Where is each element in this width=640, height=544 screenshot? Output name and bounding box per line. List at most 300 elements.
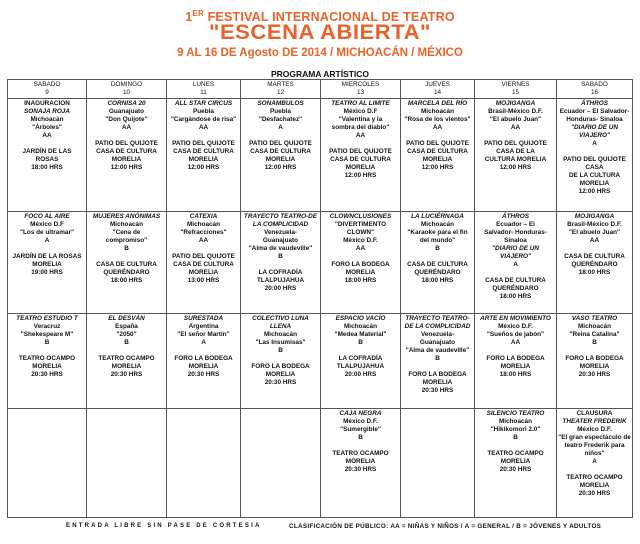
event-cell bbox=[167, 212, 241, 314]
event-detail: "DIVERTIMENTO bbox=[334, 221, 387, 228]
event-detail: "Hikikomori 2.0" bbox=[490, 426, 541, 433]
venue-line: 12:00 HRS bbox=[344, 172, 377, 179]
venue-line: 13:00 HRS bbox=[187, 277, 220, 284]
schedule-row bbox=[8, 99, 633, 212]
venue-line: TEATRO OCAMPO bbox=[487, 450, 544, 457]
event-detail: Michoacán bbox=[420, 108, 455, 115]
company-name: MUJERES ANÓNIMAS bbox=[92, 213, 161, 220]
venue-line: 12:00 HRS bbox=[110, 164, 143, 171]
company-name: TRAYECTO TEATRO-DE LA COMPLICIDAD bbox=[243, 213, 318, 228]
day-header bbox=[241, 80, 321, 99]
event-detail: AA bbox=[355, 245, 366, 252]
event-detail: "2050" bbox=[116, 331, 137, 338]
venue-line: 20:30 HRS bbox=[187, 371, 220, 378]
event-detail: B bbox=[124, 245, 129, 252]
spacer bbox=[322, 347, 399, 355]
event-detail: Michoacán bbox=[186, 221, 221, 228]
event-detail: "El gran espectáculo de bbox=[558, 434, 631, 441]
spacer bbox=[88, 253, 165, 261]
event-detail: AA bbox=[432, 124, 443, 131]
company-name: MOJIGANGA bbox=[574, 213, 615, 220]
event-cell bbox=[321, 212, 401, 314]
event-detail: México D.F. bbox=[498, 323, 533, 330]
venue-line: TEATRO OCAMPO bbox=[18, 355, 76, 362]
spacer bbox=[9, 140, 85, 148]
ordinal-suffix: ER bbox=[192, 9, 204, 18]
event-detail: AA bbox=[42, 132, 52, 139]
spacer bbox=[402, 132, 473, 140]
event-cell bbox=[8, 314, 87, 409]
venue-line: TEATRO OCAMPO bbox=[566, 474, 623, 481]
event-detail: Puebla bbox=[193, 108, 214, 115]
venue-line: 20:30 HRS bbox=[31, 371, 63, 378]
spacer bbox=[322, 253, 399, 261]
event-detail: Argentina bbox=[188, 323, 219, 330]
venue-line: MORELIA bbox=[345, 458, 376, 465]
event-detail: "Sumergible" bbox=[340, 426, 381, 433]
day-number: 10 bbox=[122, 88, 131, 96]
day-name: VIERNES bbox=[501, 81, 530, 88]
venue-line: PATIO DEL QUIJOTE bbox=[329, 148, 392, 155]
company-name: MOJIGANGA bbox=[495, 100, 536, 107]
company-name: EL DESVÁN bbox=[108, 315, 145, 322]
spacer bbox=[168, 347, 239, 355]
ordinal-number: 1 bbox=[185, 10, 193, 25]
venue-line: TLALPUJAHUA bbox=[256, 277, 305, 284]
event-detail: del mundo" bbox=[419, 237, 456, 244]
event-detail: A bbox=[201, 339, 206, 346]
spacer bbox=[476, 132, 555, 140]
event-detail: Michoacán bbox=[343, 323, 378, 330]
event-detail: Ecuador – El Salvador- bbox=[559, 108, 630, 115]
event-detail: España bbox=[115, 323, 138, 330]
venue-line: 20:30 HRS bbox=[578, 371, 611, 378]
venue-line: 12:00 HRS bbox=[499, 164, 532, 171]
event-detail: "Cargándose de risa" bbox=[170, 116, 237, 123]
event-detail: Puebla bbox=[270, 108, 291, 115]
event-cell bbox=[8, 212, 87, 314]
event-detail: AA bbox=[198, 237, 209, 244]
event-cell bbox=[241, 314, 321, 409]
venue-line: 20:30 HRS bbox=[578, 490, 611, 497]
venue-line: TEATRO OCAMPO bbox=[332, 450, 389, 457]
event-detail: B bbox=[278, 253, 283, 260]
event-detail: "Desfachatez" bbox=[258, 116, 303, 123]
day-number: 12 bbox=[276, 88, 285, 96]
venue-line: MORELIA bbox=[265, 156, 296, 163]
venue-line: PATIO DEL QUIJOTE bbox=[172, 253, 235, 260]
venue-line: MORELIA bbox=[32, 363, 62, 370]
venue-line: PATIO DEL QUIJOTE bbox=[249, 140, 312, 147]
event-detail: AA bbox=[355, 132, 366, 139]
event-detail: "Shekespeare M" bbox=[20, 331, 74, 338]
event-cell bbox=[401, 212, 475, 314]
day-header bbox=[557, 80, 633, 99]
day-number: 16 bbox=[590, 88, 599, 96]
company-name: CATEXIA bbox=[189, 213, 218, 220]
day-number: 9 bbox=[45, 88, 49, 96]
venue-line: LA COFRADÍA bbox=[338, 355, 383, 362]
company-name: COLECTIVO LUNA LLENA bbox=[252, 315, 309, 330]
day-number: 11 bbox=[200, 88, 207, 96]
event-detail: teatro Frederik para bbox=[564, 442, 625, 449]
venue-line: 18:00 HRS bbox=[31, 164, 63, 171]
venue-line: 18:00 HRS bbox=[499, 293, 532, 300]
spacer bbox=[402, 253, 473, 261]
venue-line: FORO LA BODEGA bbox=[408, 371, 467, 378]
event-detail: Michoacán bbox=[498, 418, 533, 425]
venue-line: PATIO DEL QUIJOTE bbox=[406, 140, 469, 147]
event-cell bbox=[167, 99, 241, 212]
empty-cell bbox=[167, 409, 241, 518]
event-detail: Guanajuato bbox=[419, 339, 456, 346]
company-name: VASO TEATRO bbox=[571, 315, 618, 322]
venue-line: 19:00 HRS bbox=[31, 269, 63, 276]
event-detail: "Las Insumisas" bbox=[255, 339, 306, 346]
event-detail: Guanajuato bbox=[262, 237, 299, 244]
venue-line: PATIO DEL QUIJOTE bbox=[95, 140, 158, 147]
day-header bbox=[475, 80, 557, 99]
venue-line: PATIO DEL QUIJOTE bbox=[172, 140, 235, 147]
venue-line: CASA DE CULTURA bbox=[96, 261, 157, 268]
event-detail: B bbox=[358, 339, 363, 346]
event-cell bbox=[87, 212, 167, 314]
company-name: CLOWNCLUSIONES bbox=[329, 213, 392, 220]
venue-line: ROSAS bbox=[35, 156, 59, 163]
venue-line: FORO LA BODEGA bbox=[174, 355, 233, 362]
day-header bbox=[167, 80, 241, 99]
spacer bbox=[476, 269, 555, 277]
event-detail: A bbox=[592, 140, 597, 147]
spacer bbox=[322, 442, 399, 450]
event-detail: B bbox=[44, 339, 50, 346]
event-detail: Michoacán bbox=[30, 116, 64, 123]
event-detail: Venezuela- bbox=[263, 229, 298, 236]
venue-line: TEATRO OCAMPO bbox=[98, 355, 155, 362]
venue-line: CASA DE CULTURA bbox=[407, 148, 468, 155]
venue-line: CASA DE CULTURA bbox=[564, 253, 625, 260]
venue-line: CASA DE CULTURA bbox=[96, 148, 157, 155]
program-title: PROGRAMA ARTÍSTICO bbox=[270, 69, 370, 79]
spacer bbox=[168, 245, 239, 253]
venue-line: MORELIA bbox=[500, 458, 531, 465]
spacer bbox=[558, 466, 631, 474]
venue-line: MORELIA bbox=[188, 269, 219, 276]
day-number: 13 bbox=[356, 88, 365, 96]
event-detail: Michoacán bbox=[577, 323, 612, 330]
event-detail: "El señor Martín" bbox=[177, 331, 230, 338]
venue-line: QUERÉNDARO bbox=[571, 261, 618, 268]
event-cell bbox=[475, 409, 557, 518]
event-detail: A bbox=[513, 261, 518, 268]
event-detail: "Alma de vaudeville" bbox=[248, 245, 313, 252]
venue-line: CASA DE CULTURA bbox=[485, 277, 546, 284]
schedule-row bbox=[8, 212, 633, 314]
venue-line: MORELIA bbox=[188, 363, 219, 370]
event-detail: México D.F bbox=[343, 108, 378, 115]
venue-line: 12:00 HRS bbox=[421, 164, 454, 171]
venue-line: 20:30 HRS bbox=[264, 379, 297, 386]
company-name: SONAMBULOS bbox=[257, 100, 304, 107]
event-detail: Brasil-México D.F. bbox=[488, 108, 543, 115]
venue-line: 18:00 HRS bbox=[499, 371, 532, 378]
event-detail: AA bbox=[510, 124, 521, 131]
schedule-table bbox=[7, 79, 633, 518]
event-detail: Michoacán bbox=[109, 221, 144, 228]
day-header bbox=[401, 80, 475, 99]
venue-line: MORELIA bbox=[500, 363, 531, 370]
event-detail: México D.F. bbox=[577, 426, 612, 433]
event-detail: Salvador- Honduras- bbox=[484, 229, 547, 236]
event-detail: "Valentina y la bbox=[338, 116, 383, 123]
festival-dates: 9 AL 16 DE Agosto DE 2014 / MICHOACÁN / MÉXICO bbox=[177, 47, 463, 59]
event-detail: "Karaoke para el fin bbox=[407, 229, 468, 236]
spacer bbox=[9, 245, 85, 253]
venue-line: JARDÍN DE LAS bbox=[22, 148, 72, 155]
company-name: ALL STAR CIRCUS bbox=[174, 100, 233, 107]
spacer bbox=[476, 347, 555, 355]
event-detail: Venezuela- bbox=[420, 331, 455, 338]
day-name: SABADO bbox=[581, 81, 608, 88]
event-detail: Guanajuato bbox=[108, 108, 145, 115]
venue-line: 12:00 HRS bbox=[578, 188, 611, 195]
free-entry-note: ENTRADA LIBRE SIN PASE DE CORTESIA bbox=[66, 523, 262, 529]
festival-name: FESTIVAL INTERNACIONAL DE TEATRO bbox=[203, 10, 455, 25]
venue-line: 18:00 HRS bbox=[421, 277, 454, 284]
company-name: LA LUCIÉRNAGA bbox=[411, 213, 464, 220]
day-header bbox=[8, 80, 87, 99]
venue-line: MORELIA bbox=[111, 156, 142, 163]
event-detail: "Medea Material" bbox=[334, 331, 387, 338]
venue-line: 12:00 HRS bbox=[187, 164, 220, 171]
venue-line: MORELIA bbox=[32, 261, 62, 268]
venue-line: 18:00 HRS bbox=[110, 277, 143, 284]
day-header bbox=[87, 80, 167, 99]
event-detail: A bbox=[592, 458, 597, 465]
event-cell bbox=[401, 99, 475, 212]
event-detail: AA bbox=[198, 124, 209, 131]
event-detail: Veracruz bbox=[33, 323, 61, 330]
venue-line: MORELIA bbox=[422, 156, 453, 163]
venue-line: CASA DE CULTURA bbox=[250, 148, 311, 155]
empty-cell bbox=[241, 409, 321, 518]
event-cell bbox=[321, 314, 401, 409]
empty-cell bbox=[401, 409, 475, 518]
event-detail: B bbox=[358, 434, 363, 441]
event-detail: B bbox=[513, 434, 518, 441]
event-detail: "Don Quijote" bbox=[105, 116, 148, 123]
day-header bbox=[321, 80, 401, 99]
spacer bbox=[242, 132, 319, 140]
venue-line: JARDÍN DE LA ROSAS bbox=[12, 253, 82, 260]
company-name: CAJA NEGRA bbox=[339, 410, 382, 417]
day-name: MARTES bbox=[267, 81, 294, 88]
venue-line: 20:00 HRS bbox=[344, 371, 377, 378]
venue-line: TLALPUJAHUA bbox=[336, 363, 385, 370]
spacer bbox=[88, 132, 165, 140]
event-cell bbox=[241, 212, 321, 314]
event-detail: compromiso" bbox=[105, 237, 148, 244]
event-detail: "El abuelo Juan" bbox=[568, 229, 621, 236]
venue-line: LA COFRADÍA bbox=[258, 269, 303, 276]
event-detail: "Cena de bbox=[112, 229, 141, 236]
event-cell bbox=[557, 409, 633, 518]
venue-line: CULTURA MORELIA bbox=[484, 156, 547, 163]
venue-line: MORELIA bbox=[111, 363, 142, 370]
day-number: 14 bbox=[433, 88, 442, 96]
day-name: SABADO bbox=[33, 81, 61, 88]
event-detail: Brasil-México D.F. bbox=[567, 221, 622, 228]
event-detail: Ecuador – El bbox=[496, 221, 535, 228]
spacer bbox=[322, 140, 399, 148]
event-cell bbox=[557, 212, 633, 314]
event-detail: sombra del diablo" bbox=[331, 124, 390, 131]
event-cell bbox=[241, 99, 321, 212]
venue-line: MORELIA bbox=[422, 379, 453, 386]
day-name: DOMINGO bbox=[110, 81, 143, 88]
event-detail: niños" bbox=[584, 450, 605, 457]
event-detail: Sinaloa bbox=[504, 237, 527, 244]
venue-line: CASA DE LA bbox=[496, 148, 535, 155]
venue-line: QUERÉNDARO bbox=[103, 269, 150, 276]
company-name: ÁTHROS bbox=[502, 213, 529, 220]
venue-line: PATIO DEL QUIJOTE CASA bbox=[563, 156, 626, 171]
company-name: SILENCIO TEATRO bbox=[486, 410, 545, 417]
event-cell bbox=[401, 314, 475, 409]
venue-line: MORELIA bbox=[345, 164, 376, 171]
spacer bbox=[88, 347, 165, 355]
event-detail: "Sueños de jabón" bbox=[486, 331, 545, 338]
company-name: SURESTADA bbox=[183, 315, 224, 322]
venue-line: CASA DE CULTURA bbox=[330, 156, 391, 163]
company-name: THEATER FREDERIK bbox=[562, 418, 627, 425]
spacer bbox=[242, 355, 319, 363]
company-name: MARCELA DEL RÍO bbox=[407, 100, 468, 107]
venue-line: FORO LA BODEGA bbox=[486, 355, 545, 362]
spacer bbox=[558, 245, 631, 253]
venue-line: MORELIA bbox=[579, 482, 610, 489]
event-cell bbox=[321, 99, 401, 212]
venue-line: CASA DE CULTURA bbox=[173, 148, 234, 155]
venue-line: QUERÉNDARO bbox=[414, 269, 461, 276]
day-name: MIERCOLES bbox=[341, 81, 380, 88]
event-cell bbox=[321, 409, 401, 518]
empty-cell bbox=[8, 409, 87, 518]
spacer bbox=[242, 261, 319, 269]
event-tag: CLAUSURA bbox=[576, 410, 613, 417]
event-cell bbox=[557, 314, 633, 409]
venue-line: CASA DE CULTURA bbox=[407, 261, 468, 268]
company-name: TEATRO ESTUDIO T bbox=[16, 315, 78, 322]
event-detail: "Refracciones" bbox=[180, 229, 227, 236]
event-detail: B bbox=[124, 339, 129, 346]
venue-line: 20:30 HRS bbox=[421, 387, 454, 394]
venue-line: DE LA CULTURA MORELIA bbox=[568, 172, 621, 187]
venue-line: FORO LA BODEGA bbox=[565, 355, 624, 362]
event-detail: A bbox=[278, 124, 283, 131]
day-number: 15 bbox=[511, 88, 520, 96]
event-detail: "Árboles" bbox=[32, 124, 62, 131]
venue-line: 18:00 HRS bbox=[344, 277, 377, 284]
play-title: "DIARIO DE UN VIAJERO" bbox=[491, 245, 540, 260]
schedule-row bbox=[8, 409, 633, 518]
event-tag: INAGURACION bbox=[24, 100, 70, 107]
event-cell bbox=[475, 99, 557, 212]
empty-cell bbox=[87, 409, 167, 518]
spacer bbox=[558, 347, 631, 355]
event-detail: CLOWN" bbox=[346, 229, 375, 236]
venue-line: QUERÉNDARO bbox=[492, 285, 539, 292]
day-name: LUNES bbox=[192, 81, 215, 88]
spacer bbox=[558, 148, 631, 156]
event-cell bbox=[8, 99, 87, 212]
venue-line: MORELIA bbox=[188, 156, 219, 163]
venue-line: 20:30 HRS bbox=[110, 371, 143, 378]
event-detail: A bbox=[44, 237, 50, 244]
company-name: TEATRO AL LIMITE bbox=[331, 100, 390, 107]
event-cell bbox=[87, 99, 167, 212]
venue-line: PATIO DEL QUIJOTE bbox=[484, 140, 547, 147]
spacer bbox=[476, 442, 555, 450]
venue-line: CASA DE CULTURA bbox=[173, 261, 234, 268]
day-name: JUEVES bbox=[425, 81, 450, 88]
event-detail: B bbox=[592, 339, 597, 346]
company-name: ESPACIO VACÍO bbox=[335, 315, 386, 322]
event-detail: "Los de ultramar" bbox=[19, 229, 74, 236]
spacer bbox=[9, 347, 85, 355]
venue-line: 20:30 HRS bbox=[499, 466, 532, 473]
event-detail: B bbox=[435, 245, 440, 252]
event-cell bbox=[557, 99, 633, 212]
play-title: "DIARIO DE UN VIAJERO" bbox=[570, 124, 619, 139]
day-header-row bbox=[8, 80, 633, 99]
event-detail: B bbox=[278, 347, 283, 354]
spacer bbox=[168, 132, 239, 140]
venue-line: 18:00 HRS bbox=[578, 269, 611, 276]
audience-classification: CLASIFICACIÓN DE PÚBLICO: AA = NIÑAS Y NIÑOS / A = GENERAL / B = JÓVENES Y ADULTOS bbox=[289, 523, 602, 530]
event-cell bbox=[475, 212, 557, 314]
event-detail: Michoacán bbox=[420, 221, 455, 228]
event-detail: "Rosa de los vientos" bbox=[404, 116, 471, 123]
company-name: ÁTHROS bbox=[581, 100, 608, 107]
company-name: SONAJA ROJA bbox=[24, 108, 70, 115]
event-detail: Honduras- Sinaloa bbox=[566, 116, 623, 123]
event-detail: "Alma de vaudeville" bbox=[405, 347, 470, 354]
event-detail: "Reina Catalina" bbox=[569, 331, 620, 338]
venue-line: FORO LA BODEGA bbox=[331, 261, 390, 268]
company-name: FOCO AL AIRE bbox=[24, 213, 70, 220]
festival-subtitle: "ESCENA ABIERTA" bbox=[208, 21, 432, 44]
venue-line: 20:00 HRS bbox=[264, 285, 297, 292]
event-detail: México D.F. bbox=[343, 237, 378, 244]
event-cell bbox=[167, 314, 241, 409]
venue-line: 20:30 HRS bbox=[344, 466, 377, 473]
event-detail: AA bbox=[121, 124, 132, 131]
company-name: TRAYECTO TEATRO-DE LA COMPLICIDAD bbox=[404, 315, 471, 330]
event-detail: B bbox=[435, 355, 440, 362]
event-detail: México D.F bbox=[30, 221, 64, 228]
company-name: CORNISA 20 bbox=[107, 100, 146, 107]
spacer bbox=[402, 363, 473, 371]
event-detail: México D.F. bbox=[343, 418, 378, 425]
event-detail: AA bbox=[589, 237, 600, 244]
venue-line: MORELIA bbox=[265, 371, 296, 378]
venue-line: MORELIA bbox=[579, 363, 610, 370]
event-detail: Michoacán bbox=[263, 331, 298, 338]
schedule-row bbox=[8, 314, 633, 409]
venue-line: 12:00 HRS bbox=[264, 164, 297, 171]
event-cell bbox=[87, 314, 167, 409]
